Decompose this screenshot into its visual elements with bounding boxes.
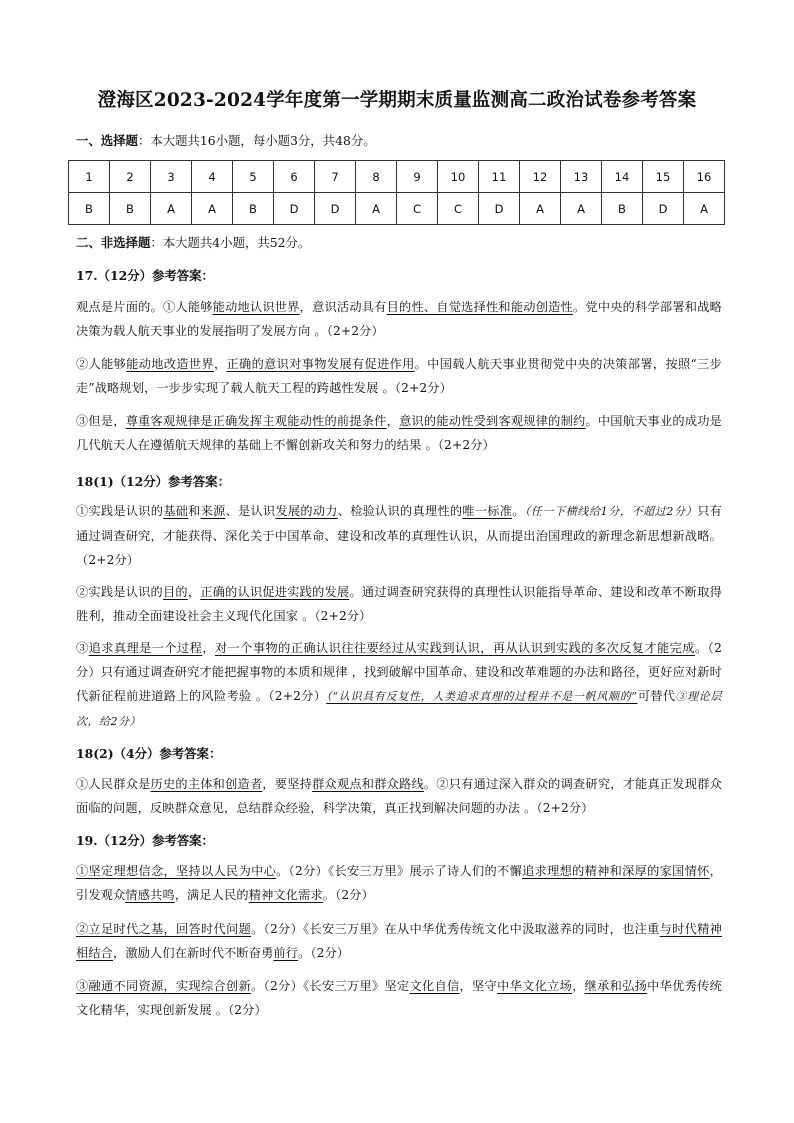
text: ，: [213, 357, 227, 371]
table-cell-answer: A: [684, 193, 725, 225]
text: 。中国载人航天事业贯彻党中央的决策部署，按照“三步走”战略规划，一步步实现了载人航天工程的跨越性发展 。（2+2分）: [76, 357, 723, 395]
text: 。: [512, 504, 525, 518]
grading-note: （“认识具有反复性，人类追求真理的过程并不是一帆风顺的”: [326, 690, 638, 703]
text: ，坚守: [459, 979, 498, 993]
key-point: 能动地认识世界: [212, 300, 300, 314]
table-cell-question-number: 4: [192, 161, 233, 193]
key-point: 唯一标准: [462, 504, 513, 518]
text: 可替代: [637, 689, 676, 703]
table-cell-question-number: 10: [438, 161, 479, 193]
section-label: 一、选择题: [76, 133, 138, 148]
table-cell-answer: B: [110, 193, 151, 225]
section-multiple-choice-header: [76, 131, 376, 149]
question-18-2-header: 18(2)（4分）参考答案：: [76, 746, 222, 761]
text: 、是认识: [225, 504, 276, 518]
key-point: 发展的动力: [275, 504, 338, 518]
q17-answer-point-1: [76, 295, 722, 343]
table-cell-answer: A: [356, 193, 397, 225]
key-point: 继承和弘扬: [584, 979, 648, 993]
table-cell-question-number: 8: [356, 161, 397, 193]
text: ②实践是认识的: [76, 585, 163, 599]
table-cell-answer: A: [151, 193, 192, 225]
table-cell-question-number: 1: [69, 161, 110, 193]
text: 和: [188, 504, 201, 518]
table-cell-question-number: 7: [315, 161, 356, 193]
text: ②人能够: [76, 357, 127, 371]
text: ，: [572, 979, 585, 993]
question-18-1-header: 18(1)（12分）参考答案：: [76, 474, 230, 489]
q18-1-answer-point-2: [76, 580, 722, 628]
answer-table: [68, 160, 725, 225]
table-cell-answer: A: [192, 193, 233, 225]
key-point: 精神文化需求: [248, 888, 323, 902]
table-cell-question-number: 15: [643, 161, 684, 193]
text: 。中国航天事业的成功是几代航天人在遵循航天规律的基础上不懈创新攻关和努力的结果 。（2+2分）: [76, 414, 723, 452]
table-cell-question-number: 13: [561, 161, 602, 193]
table-cell-answer: C: [438, 193, 479, 225]
table-cell-question-number: 9: [397, 161, 438, 193]
table-cell-answer: D: [643, 193, 684, 225]
section-label: 二、非选择题: [76, 235, 151, 250]
text: ，: [386, 414, 400, 428]
key-point: 文化自信: [409, 979, 460, 993]
page-title: 澄海区2023-2024学年度第一学期期末质量监测高二政治试卷参考答案: [97, 90, 697, 111]
key-point: 中华文化立场: [497, 979, 573, 993]
key-point: 与时代精神相结合: [76, 922, 722, 960]
q18-1-answer-point-1: [76, 499, 722, 572]
q17-answer-point-2: [76, 352, 722, 400]
text: ，: [202, 641, 215, 655]
table-cell-answer: D: [274, 193, 315, 225]
key-point: 历史的主体和创造者: [150, 777, 263, 791]
question-17-header: 17.（12分）参考答案：: [76, 268, 214, 283]
text: 中华优秀传统文化精华，实现创新发展 。（2分）: [76, 979, 723, 1017]
text: ①人民群众是: [76, 777, 151, 791]
q19-answer-point-1: [76, 859, 722, 907]
key-point: 对一个事物的正确认识往往要经过从实践到认识，再从认识到实践的多次反复才能完成: [214, 641, 695, 655]
text: ③但是，: [76, 414, 126, 428]
table-cell-answer: C: [397, 193, 438, 225]
text: ，要坚持: [262, 777, 313, 791]
table-cell-answer: A: [520, 193, 561, 225]
table-cell-question-number: 11: [479, 161, 520, 193]
key-point: 正确的意识对事物发展有促进作用: [226, 357, 415, 371]
grading-note: （任一下横线给1分，不超过2分）: [524, 505, 698, 518]
table-cell-answer: A: [561, 193, 602, 225]
key-point: ①坚定理想信念，坚持以人民为中心: [76, 864, 277, 878]
table-cell-question-number: 5: [233, 161, 274, 193]
table-row-answers: [69, 193, 725, 225]
text: 。（2分）: [322, 888, 374, 902]
q18-2-answer-point-1: [76, 772, 722, 820]
table-cell-question-number: 16: [684, 161, 725, 193]
key-point: ②立足时代之基，回答时代问题: [76, 922, 252, 936]
text: ，: [187, 585, 201, 599]
key-point: 意识的能动性受到客观规律的制约: [399, 414, 586, 428]
table-cell-answer: D: [479, 193, 520, 225]
text: ，满足人民的: [174, 888, 249, 902]
key-point: 目的: [162, 585, 188, 599]
key-point: 尊重客观规律是正确发挥主观能动性的前提条件: [125, 414, 387, 428]
text: ①实践是认识的: [76, 504, 164, 518]
text: 、检验认识的真理性的: [337, 504, 463, 518]
question-19-header: 19.（12分）参考答案：: [76, 833, 214, 848]
table-cell-question-number: 6: [274, 161, 315, 193]
key-point: ③融通不同资源，实现综合创新: [76, 979, 252, 993]
q17-answer-point-3: [76, 409, 722, 457]
q19-answer-point-3: [76, 974, 722, 1022]
table-cell-answer: B: [69, 193, 110, 225]
key-point: 追求理想的精神和深厚的家国情怀: [522, 864, 710, 878]
key-point: 群众观点和群众路线: [312, 777, 424, 791]
table-cell-question-number: 3: [151, 161, 192, 193]
key-point: 前行: [273, 946, 299, 960]
text: 观点是片面的。①人能够: [76, 300, 213, 314]
table-cell-answer: B: [602, 193, 643, 225]
text: 。（2分）《长安三万里》展示了诗人们的不懈: [276, 864, 523, 878]
table-cell-question-number: 14: [602, 161, 643, 193]
text: 只有通过调查研究，才能获得、深化关于中国革命、建设和改革的真理性认识，从而提出治国理政的新理念新思想新战略。（2+2分）: [76, 504, 723, 567]
text: ，引发观众: [76, 864, 722, 902]
key-point: 目的性、自觉选择性和能动创造性: [386, 300, 573, 314]
text: 。（2分）只有通过调查研究才能把握事物的本质和规律 ，找到破解中国革命、建设和改革难题的办法和路径，更好应对新时代新征程前进道路上的风险考验 。（2+2分）: [76, 641, 723, 703]
key-point: 能动地改造世界: [126, 357, 214, 371]
text: 。（2分）《长安三万里》在从中华优秀传统文化中汲取滋养的同时，也注重: [251, 922, 660, 936]
text: 。党中央的科学部署和战略决策为载人航天事业的发展指明了发展方向 。（2+2分）: [76, 300, 722, 338]
section-desc: ：本大题共4小题，共52分。: [150, 235, 311, 250]
section-open-questions-header: [76, 233, 310, 251]
section-desc: ：本大题共16小题，每小题3分，共48分。: [137, 133, 376, 148]
table-cell-answer: D: [315, 193, 356, 225]
table-cell-question-number: 12: [520, 161, 561, 193]
text: ，激励人们在新时代不断奋勇: [113, 946, 274, 960]
text: 。通过调查研究获得的真理性认识能指导革命、建设和改革不断取得胜利，推动全面建设社会主义现代化国家 。（2+2分）: [76, 585, 722, 623]
table-row-question-numbers: [69, 161, 725, 193]
key-point: 基础: [163, 504, 189, 518]
table-cell-answer: B: [233, 193, 274, 225]
text: 。（2分）《长安三万里》坚定: [251, 979, 410, 993]
grading-note: ③理论层次，给2分）: [76, 690, 723, 728]
key-point: 情感共鸣: [125, 888, 175, 902]
q19-answer-point-2: [76, 917, 722, 965]
text: ③: [76, 641, 89, 655]
key-point: 追求真理是一个过程: [88, 641, 203, 655]
text: ，意识活动具有: [299, 300, 387, 314]
q18-1-answer-point-3: [76, 636, 722, 734]
text: 。（2分）: [298, 946, 350, 960]
key-point: 来源: [200, 504, 226, 518]
table-cell-question-number: 2: [110, 161, 151, 193]
key-point: 正确的认识促进实践的发展: [200, 585, 350, 599]
text: 。②只有通过深入群众的调查研究，才能真正发现群众面临的问题，反映群众意见，总结群众经验，科学决策，真正找到解决问题的办法 。（2+2分）: [76, 777, 722, 815]
